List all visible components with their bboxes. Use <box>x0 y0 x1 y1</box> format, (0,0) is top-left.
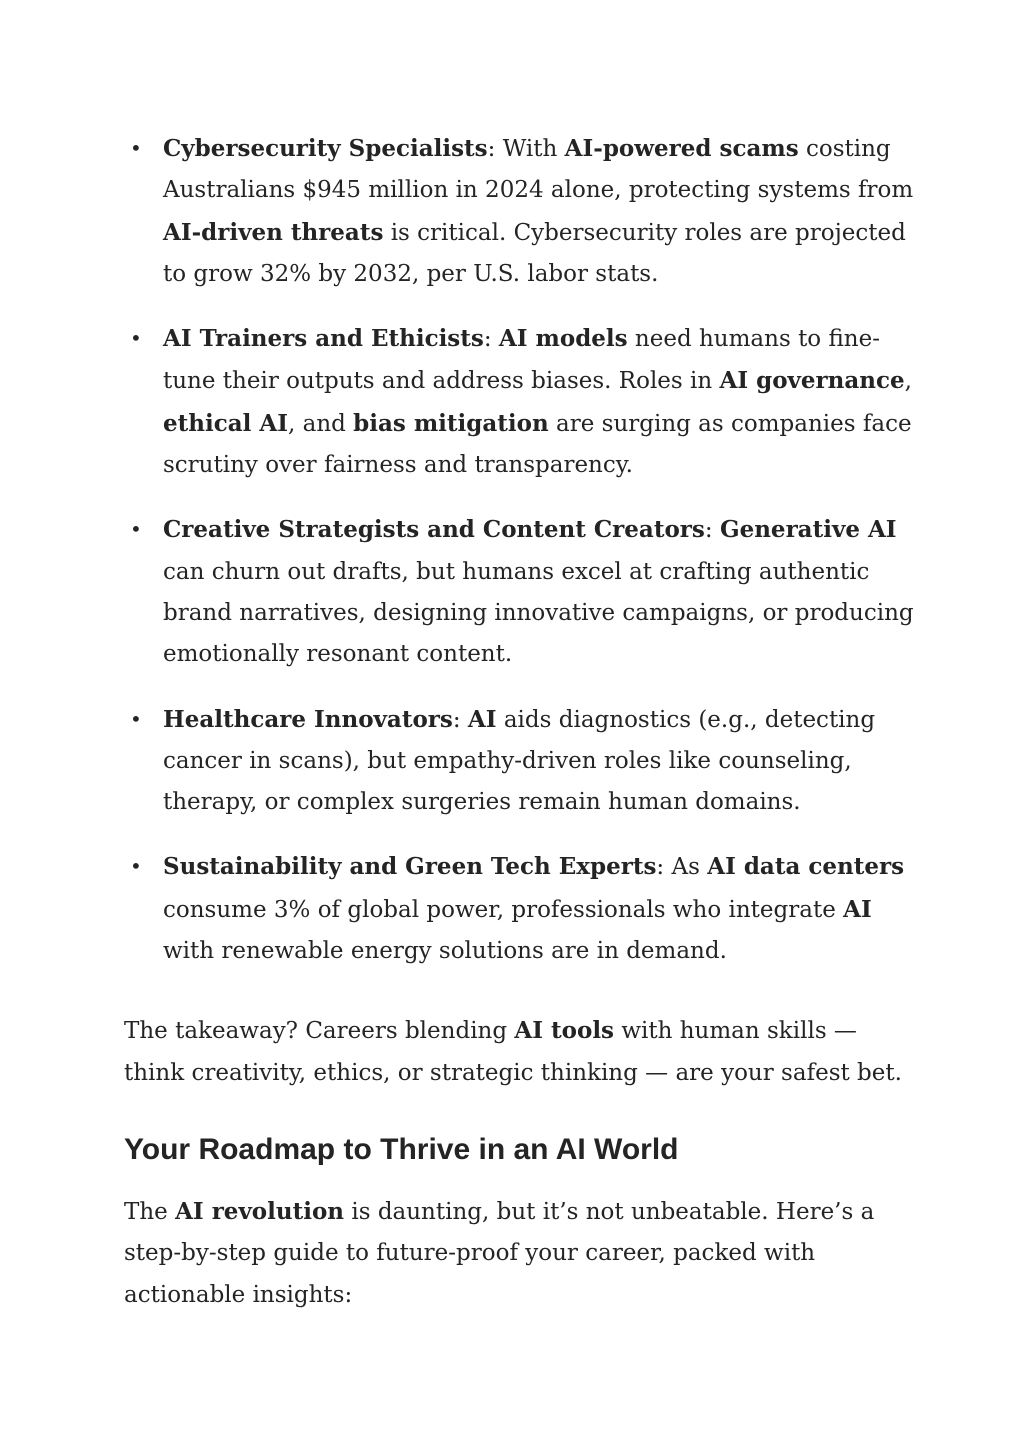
bold-term: Generative AI <box>719 516 897 544</box>
bold-term: bias mitigation <box>353 409 549 437</box>
bold-term: AI <box>843 895 872 923</box>
item-title: AI Trainers and Ethicists <box>163 325 484 353</box>
article-content <box>124 128 914 1316</box>
text-run: is critical. Cybersecurity roles are projected to grow 32% by 2032, per U.S. labor stats. <box>163 219 906 287</box>
text-run: The <box>124 1198 176 1225</box>
bold-term: AI governance <box>719 367 905 395</box>
bullet-icon: • <box>130 854 142 879</box>
list-item-cybersecurity <box>124 128 914 295</box>
text-run: : <box>483 326 499 353</box>
text-run: with renewable energy solutions are in demand. <box>163 938 727 965</box>
text-run: need humans to fine-tune their outputs and address biases. Roles in <box>163 326 881 395</box>
text-run: : With <box>487 136 565 162</box>
text-run: is daunting, but it’s not unbeatable. Here’s a step-by-step guide to future-proof your career, packed with actionable insights: <box>124 1198 875 1308</box>
text-run: are surging as companies face scrutiny over fairness and transparency. <box>163 410 912 479</box>
bold-term: ethical AI <box>163 409 288 437</box>
list-item-ai-trainers <box>124 318 914 486</box>
text-run: , <box>904 368 912 395</box>
bullet-icon: • <box>130 706 142 731</box>
text-run: , and <box>287 410 354 437</box>
bold-term: AI-driven threats <box>163 218 384 246</box>
takeaway-paragraph <box>124 1010 914 1094</box>
list-item-sustainability <box>124 846 914 972</box>
bullet-icon: • <box>130 517 142 542</box>
bold-term: AI models <box>498 325 628 353</box>
item-title: Sustainability and Green Tech Experts <box>163 853 657 881</box>
bold-term: AI-powered scams <box>564 135 799 162</box>
text-run: consume 3% of global power, professionals who integrate <box>163 896 844 923</box>
text-run: with human skills — think creativity, ethics, or strategic thinking — are your safest bet. <box>124 1018 902 1086</box>
bold-term: AI tools <box>514 1017 615 1045</box>
text-run: aids diagnostics (e.g., detecting cancer in scans), but empathy-driven roles like counseling, therapy, or complex surgeries remain human domains. <box>163 706 876 816</box>
text-run: can churn out drafts, but humans excel at crafting authentic brand narratives, designing innovative campaigns, or producing emotionally resonant content. <box>163 558 914 668</box>
item-title: Creative Strategists and Content Creators <box>163 516 705 544</box>
list-item-creative-strategists <box>124 509 914 675</box>
bold-term: AI revolution <box>175 1197 345 1225</box>
list-item-healthcare <box>124 699 914 824</box>
bold-term: AI <box>467 705 497 733</box>
text-run: : As <box>656 854 708 881</box>
bullet-icon: • <box>130 326 142 351</box>
intro-paragraph <box>124 1191 914 1316</box>
bullet-icon: • <box>130 136 142 160</box>
career-bullet-list <box>124 128 914 972</box>
text-run: : <box>452 706 468 733</box>
text-run: The takeaway? Careers blending <box>124 1018 515 1045</box>
section-heading: Your Roadmap to Thrive in an AI World <box>124 1132 679 1166</box>
item-title: Healthcare Innovators <box>163 705 453 733</box>
text-run: : <box>704 517 720 544</box>
text-run: costing Australians $945 million in 2024 alone, protecting systems from <box>163 136 914 204</box>
item-title: Cybersecurity Specialists <box>163 135 488 162</box>
bold-term: AI data centers <box>707 853 905 881</box>
